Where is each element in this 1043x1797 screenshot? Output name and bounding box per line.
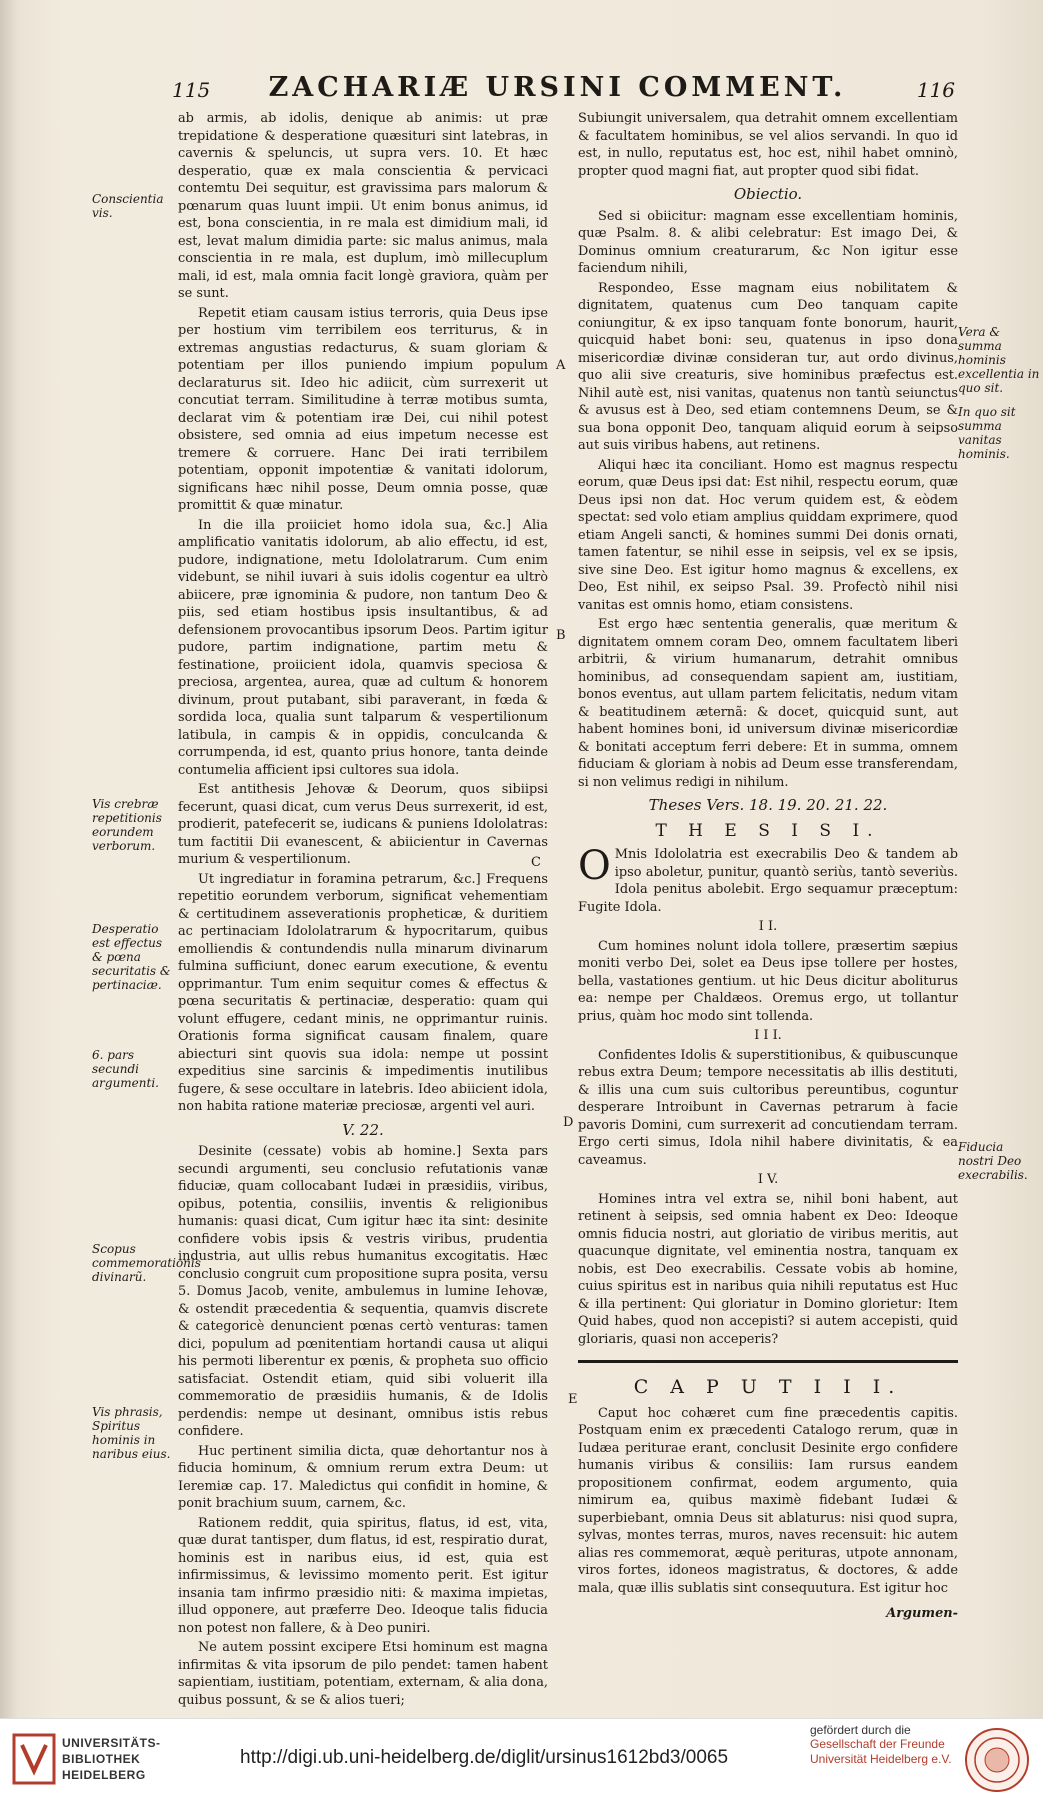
paragraph: Caput hoc cohæret cum fine præcedentis capitis. Postquam enim ex præcedenti Catalogo rerum, quæ in Iudæa periturae erant, conclusit Desinite ergo confidere humanis viribus & consiliis: Iam rursus eandem propositionem confirmat, eodem argumento, quia nimirum ea, quibus maximè fidebant Iudæi & superbiebant, omnia Deus sit ablaturus: nisi quod supra, sylvas, montes terras, muros, naves recensuit: hic autem alias res commemorat, æquè perituras, utpote annonam, viros fortes, idoneos magistratus, & doctores, & adde mala, quæ illis sublatis sint consequutura. Est igitur hoc: [578, 1405, 958, 1596]
section-heading: T H E S I S I.: [655, 820, 881, 841]
section-heading: V. 22.: [342, 1120, 384, 1139]
paragraph: In die illa proiiciet homo idola sua, &c.] Alia amplificatio vanitatis idolorum, ab alio effectu, id est, pudore, indignatione, metu Idololatrarum. Cum enim videbunt, se nihil iuvari à suis idolis cogentur ea ultrò abiicere, præ ignominia & pudore, non tantum Deo & piis, sed etiam hostibus ipsis insultantibus, & ad defensionem provocantibus ipsorum Deos. Partim igitur pudore, partim indignatione, partim metu & festinatione, proiicient idola, quamvis speciosa & preciosa, argentea, aurea, quæ ad cultum & honorem divinum, prout putabant, sibi paraverant, in fœda & sordida loca, qualia sunt talparum & vespertilionum latibula, in campis & in oppidis, conculcanda & corrumpenda, id est, quanto prius honore, tanta deinde contumelia afficient ipsi cultores sua idola.: [178, 517, 548, 778]
paragraph: Huc pertinent similia dicta, quæ dehortantur nos à fiducia hominum, & omnium rerum extra Deum: ut Ieremiæ cap. 17. Maledictus qui confidit in homine, & ponit brachium suum, carnem, &c.: [178, 1443, 548, 1511]
paragraph: Est antithesis Jehovæ & Deorum, quos sibiipsi fecerunt, quasi dicat, cum verus Deus surrexerit, id est, prodierit, patefecerit se, iudicans & puniens Idololatras: tum factitii Dii evanescent, & abiicientur in Cavernas murium & vespertilionum.: [178, 782, 548, 867]
paragraph: Est ergo hæc sententia generalis, quæ meritum & dignitatem omnem coram Deo, omnem facultatem liberi arbitrii, & virium humanarum, detrahit omnibus hominibus, ad consequendam sapient am, iustitiam, bonos eventus, aut ullam partem felicitatis, nedum vitam & beatitudinem æternã: & docet, quicquid sunt, aut habent homines boni, id universum divinæ misericordiæ & bonitati acceptum ferri debere: Et in summa, omnem fiduciam & gloriam à nobis ad Deum esse transferendam, si non velimus redigi in nihilum.: [578, 617, 958, 790]
margin-note: Vera & summa hominis excellentia in quo sit.: [958, 325, 1040, 395]
section-letter: C: [531, 855, 541, 870]
paragraph: Confidentes Idolis & superstitionibus, & quibuscunque rebus extra Deum; tempore necessitatis ab illis destituti, & illis una cum suis cultoribus pereuntibus, coguntur desperare Introibunt in Cavernas petrarum à facie pavoris Domini, cum surrexerit ad concutiendam terram. Ergo certi simus, Idola nihil habere divinitatis, & ea caveamus.: [578, 1047, 958, 1168]
paragraph: Subiungit universalem, qua detrahit omnem excellentiam & facultatem hominibus, se vel alios servandi. In quo id est, in nullo, reputatus est, hoc est, nihil habet omninò, propter quod magni fiat, aut propter quod sibi fidat.: [578, 111, 958, 179]
sponsor-org-line: Universität Heidelberg e.V.: [810, 1752, 952, 1766]
university-seal-icon: [964, 1727, 1030, 1793]
paragraph: Desinite (cessate) vobis ab homine.] Sexta pars secundi argumenti, seu conclusio refutationis vanæ fiduciæ, quam collocabant Iudæi in præsidiis, viribus, opibus, potentia, consiliis, inventis & religionibus humanis: quasi dicat, Cum igitur hæc ita sint: desinite confidere vobis ipsis & vestris viribus, prudentia industria, aut ullis rebus humanitus excogitatis. Hæc conclusio congruit cum propositione supra posita, versu 5. Domus Jacob, venite, ambulemus in lumine Iehovæ, & ostendit præcedentia & sequentia, quamvis discrete & categoricè denuncient pœnas certò venturas: tamen dici, populum ad pœnitentiam hortandi causa ut aliqui his permoti liberentur ex pœnis, & propheta suo officio satisfaciat. Ostendit etiam, quid sibi voluerit illa commemoratio de præsidiis humanis, & de Idolis perdendis: nempe ut desinant, omnibus istis rebus confidere.: [178, 1144, 548, 1439]
section-rule: [578, 1360, 958, 1363]
section-letter: A: [556, 358, 566, 373]
paragraph: ab armis, ab idolis, denique ab animis: ut præ trepidatione & desperatione quæsituri sint latebras, in cavernis & speluncis, ut supra vers. 10. Et hæc desperatio, quæ ex mala conscientia & pervicaci contemtu Dei sequitur, est gravissima pars malorum & pœnarum quas luunt impii. Ut enim bonus animus, id est, bona conscientia, in re mala est dimidium mali, id est, levat malum dimidia parte: sic malus animus, mala conscientia in re mala, est duplum, imò millecuplum mali, id est, mala omnia facit longè graviora, quàm per se sunt.: [178, 111, 548, 301]
margin-note: 6. pars secundi argumenti.: [92, 1048, 159, 1090]
catchword: Argumen-: [886, 1606, 958, 1621]
library-name-line: HEIDELBERG: [62, 1768, 146, 1782]
section-letter: B: [556, 628, 566, 643]
margin-note: Conscientia vis.: [92, 192, 164, 220]
paragraph: Repetit etiam causam istius terroris, quia Deus ipse per hostium vim terribilem eos territurus, & in extremas angustias redacturus, & suam gloriam & potentiam per illos puniendo impium populum declaraturus sit. Ideo hic adiicit, cùm surrexerit ut concutiat terram. Similitudine à terræ motibus sumta, declarat vim & potentiam iræ Dei, cui nihil potest obsistere, sed omnia ad eius impetum necesse est tremere & corruere. Hanc Dei irati terribilem potentiam, opponit impotentiæ & vanitati idolorum, significans hæc nihil posse, Deum omnia posse, quæ promittit & quæ minatur.: [178, 305, 548, 513]
margin-note: Fiducia nostri Deo execrabilis.: [958, 1140, 1028, 1182]
section-heading: Obiectio.: [733, 185, 803, 203]
paragraph: Sed si obiicitur: magnam esse excellentiam hominis, quæ Psalm. 8. & alibi celebratur: Est imago Dei, & Dominus omnium creaturarum, &c Non igitur esse faciendum nihili,: [578, 208, 958, 276]
paragraph: Ut ingrediatur in foramina petrarum, &c.] Frequens repetitio eorundem verborum, significat vehementiam & certitudinem asseverationis propheticæ, & duritiem ac pertinaciam Idololatrarum & hypocritarum, quibus emolliendis & contundendis nulla minarum divinarum fulmina sufficiunt, donec earum executione, & eventu opprimantur. Tum enim sequitur comes & effectus & pœna securitatis & pertinaciæ, desperatio: quam qui volunt effugere, cedant minis, ne opprimantur ruinis. Orationis forma significat causam finalem, quare abiecturi sint quovis sua idola: nempe ut possint expeditius sine sarcinis & impedimentis inutilibus fugere, & sese occultare in latebris. Ideo abiicient idola, non habita ratione materiæ preciosæ, argenti vel auri.: [178, 871, 548, 1114]
paragraph: Respondeo, Esse magnam eius nobilitatem & dignitatem, quatenus cum Deo tanquam capite coniungitur, & ex ipso tanquam fonte bonorum, haurit, quicquid habet boni: seu, quatenus in ipso dona misericordiæ divinæ consideran tur, aut ordo divinus, quo alii sive creaturis, sive hominibus præfectus est. Nihil autè est, nisi vanitas, quatenus non tantù seiunctus & avusus est à Deo, sed etiam contemnens Deum, se & sua bona opponit Deo, tanquam aliquid eorum à seipso aut suis viribus habens, aut retinens.: [578, 280, 958, 453]
margin-note: Desperatio est effectus & pœna securitatis & pertinaciæ.: [92, 922, 171, 992]
section-letter: D: [563, 1115, 574, 1130]
thesis-number: I I I.: [754, 1028, 782, 1043]
sponsor-lead: gefördert durch die: [810, 1723, 911, 1737]
section-heading: Theses Vers. 18. 19. 20. 21. 22.: [648, 796, 888, 814]
sponsor-block[interactable]: [810, 1723, 970, 1767]
paragraph: Ne autem possint excipere Etsi hominum est magna infirmitas & vita ipsorum de pilo pendet: tamen habent sapientiam, iustitiam, potentiam, externam, & alia dona, quibus possunt, & se & alios tueri;: [178, 1640, 548, 1708]
library-name-line: UNIVERSITÄTS-: [62, 1736, 161, 1750]
library-logo-icon: [12, 1731, 56, 1787]
thesis-number: I I.: [758, 919, 778, 934]
sponsor-org-line: Gesellschaft der Freunde: [810, 1737, 945, 1751]
chapter-heading: C A P U T I I I.: [633, 1376, 903, 1398]
viewer-footer: [0, 1718, 1043, 1797]
section-letter: E: [568, 1392, 578, 1407]
drop-cap: O: [578, 843, 611, 889]
paragraph: Rationem reddit, quia spiritus, flatus, id est, vita, quæ durat tantisper, dum flatus, id est, respiratio durat, hominis est in naribus eius, id est, quia est infirmissimus, & levissimo momento perit. Est igitur insania tam infirmo præsidio niti: & maxima impietas, illud opponere, aut præferre Deo. Ideoque talis fiducia non potest non fallere, & à Deo puniri.: [178, 1515, 548, 1636]
right-column: [578, 110, 958, 1623]
left-column: [178, 110, 548, 1711]
page-number-right: 116: [916, 78, 955, 102]
margin-note: In quo sit summa vanitas hominis.: [958, 405, 1016, 461]
page-header: [150, 72, 965, 110]
thesis-number: I V.: [757, 1172, 779, 1187]
running-title: ZACHARIÆ URSINI COMMENT.: [268, 72, 847, 103]
library-name-line: BIBLIOTHEK: [62, 1752, 141, 1766]
library-logo[interactable]: [12, 1731, 177, 1787]
permalink-url[interactable]: http://digi.ub.uni-heidelberg.de/diglit/ursinus1612bd3/0065: [240, 1747, 729, 1768]
margin-note: Scopus commemorationis divinarũ.: [92, 1242, 201, 1284]
paragraph: Cum homines nolunt idola tollere, præsertim sæpius moniti verbo Dei, solet ea Deus ipse tollere per hostes, bella, vastationes gentium. ut hic Deus dicitur aboliturus ea: nempe per Chaldæos. Oremus ergo, ut tollantur prius, quàm hoc modo sint tollenda.: [578, 938, 958, 1024]
paragraph: Homines intra vel extra se, nihil boni habent, aut retinent à seipsis, sed omnia habent ex Deo: Ideoque omnis fiducia nostri, aut gloriatio de viribus meritis, aut quacunque dignitate, vel eminentia nostra, tanquam ex nobis, est Deo execrabilis. Cessate vobis ab homine, cuius spiritus est in naribus quia nihili reputatus est Huc & illa pertinent: Qui gloriatur in Domino glorietur: Item Quid habes, quod non accepisti? si autem accepisti, quid gloriaris, quasi non acceperis?: [578, 1191, 958, 1347]
margin-note: Vis crebræ repetitionis eorundem verborum.: [92, 797, 162, 853]
paragraph: Aliqui hæc ita conciliant. Homo est magnus respectu eorum, quæ Deus ipsi dat: Est nihil, respectu eorum, quæ Deus ipsi non dat. Hoc verum quidem est, & eòdem spectat: sed volo etiam amplius quiddam exprimere, quod etiam Angeli sancti, & homines summi Dei donis ornati, tamen fatentur, se nihil esse in seipsis, vel ex se ipsis, sive sine Deo. Est igitur homo magnus & excellens, ex Deo, Est nihil, ex seipso Psal. 39. Profectò nihil nisi vanitas est omnis homo, etiam consistens.: [578, 457, 958, 613]
margin-note: Vis phrasis, Spiritus hominis in naribus eius.: [92, 1405, 171, 1461]
page-number-left: 115: [172, 78, 211, 102]
paragraph: Mnis Idololatria est execrabilis Deo & tandem ab ipso aboletur, punitur, quantò seriùs, tantò severiùs. Idola penitus abolebit. Ergo sequamur præceptum: Fugite Idola.: [578, 847, 958, 915]
